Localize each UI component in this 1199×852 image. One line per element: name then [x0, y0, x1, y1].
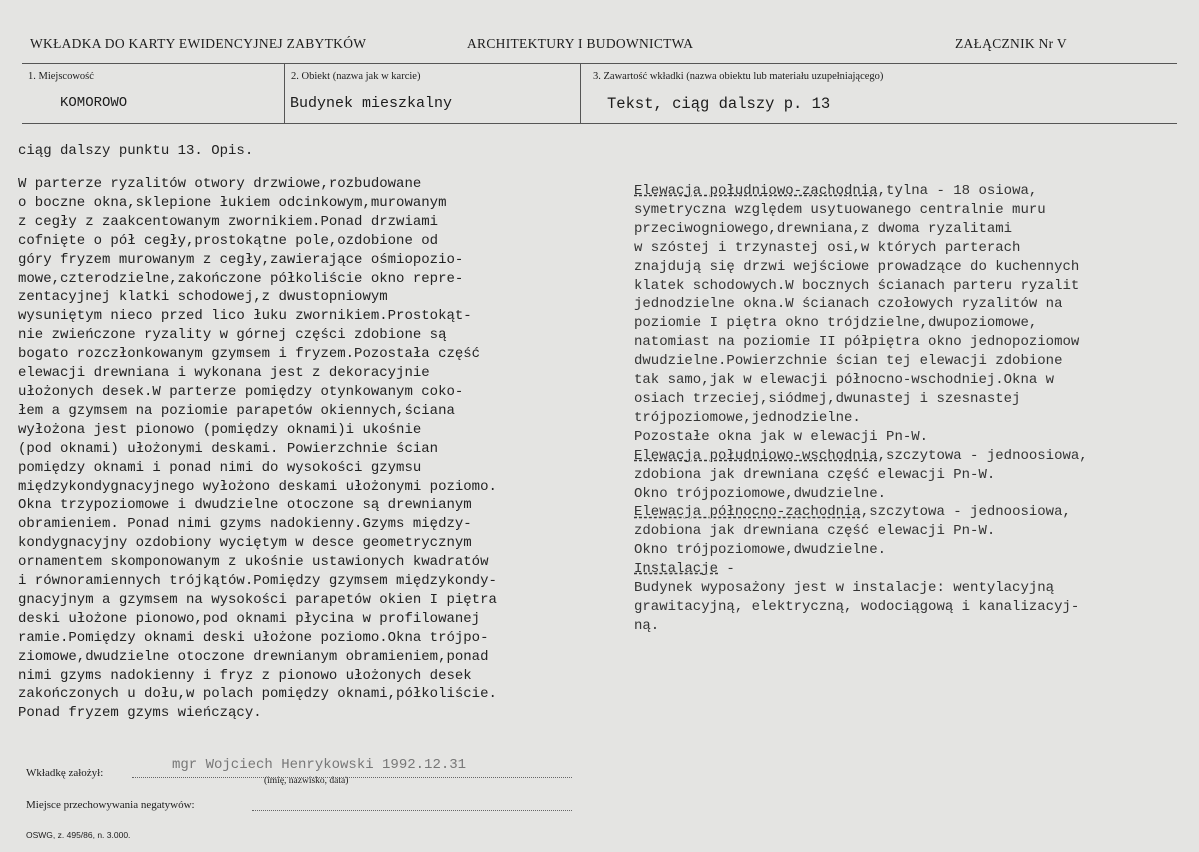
locality-label: 1. Miejscowość [28, 71, 94, 82]
description-line [634, 466, 1174, 485]
description-line: wysuniętym nieco przed lico łuku zwornikiem.Prostokąt- [18, 308, 472, 325]
description-line: elewacji drewniana i wykonana jest z dekoracyjnie [18, 365, 430, 382]
description-line [634, 522, 1174, 541]
line-text: znajdują się drzwi wejściowe prowadzące do kuchennych [634, 258, 1080, 275]
line-text: dwudzielne.Powierzchnie ścian tej elewacji zdobione [634, 353, 1063, 370]
continuation-heading: ciąg dalszy punktu 13. Opis. [18, 143, 254, 159]
description-line [634, 447, 1174, 466]
section-heading: Elewacja południowo-zachodnia [634, 183, 878, 199]
line-text: osiach trzeciej,siódmej,dwunastej i szesnastej [634, 390, 1021, 407]
description-line: kondygnacyjny ozdobiony wyciętym w desce geometrycznym [18, 535, 472, 552]
line-text: trójpoziomowe,jednodzielne. [634, 409, 861, 426]
print-code: OSWG, z. 495/86, n. 3.000. [26, 830, 131, 840]
description-line [634, 371, 1174, 390]
description-line [634, 333, 1174, 352]
description-line [634, 201, 1174, 220]
description-line [634, 295, 1174, 314]
description-line: nie zwieńczone ryzality w górnej części zdobione są [18, 327, 447, 344]
description-line: zentacyjnej klatki schodowej,z dwustopniowym [18, 289, 388, 306]
description-right-column [634, 182, 1174, 636]
description-line [634, 428, 1174, 447]
description-line: cofnięte o pół cegły,prostokątne pole,ozdobione od [18, 232, 439, 249]
line-text: natomiast na poziomie II półpiętra okno jednopoziomow [634, 334, 1080, 351]
content-value: Tekst, ciąg dalszy p. 13 [607, 95, 831, 113]
object-cell [284, 64, 581, 123]
description-line [634, 239, 1174, 258]
author-dotted-line [132, 777, 572, 778]
description-line: nimi gzyms nadokienny i fryz z pionowo ułożonych desek [18, 667, 472, 684]
line-text: przeciwogniowego,drewniana,z dwoma ryzalitami [634, 220, 1013, 237]
description-line [634, 579, 1174, 598]
description-line [634, 560, 1174, 579]
content-cell [580, 64, 1177, 123]
description-line [634, 220, 1174, 239]
description-line: wyłożona jest pionowo (pomiędzy oknami)i ukośnie [18, 421, 422, 438]
line-text: grawitacyjną, elektryczną, wodociągową i kanalizacyj- [634, 598, 1080, 615]
description-line: (pod oknami) ułożonymi deskami. Powierzchnie ścian [18, 440, 439, 457]
section-heading: Elewacja południowo-wschodnia [634, 447, 878, 464]
description-line: zakończonych u dołu,w polach pomiędzy oknami,półkoliście. [18, 686, 497, 703]
description-line [634, 314, 1174, 333]
description-line: Okna trzypoziomowe i dwudzielne otoczone są drewnianym [18, 497, 472, 514]
description-line: góry fryzem murowanym z cegły,zawierające ośmiopozio- [18, 251, 464, 268]
description-line: deski ułożone pionowo,pod oknami płycina w profilowanej [18, 610, 481, 627]
line-text: symetryczna względem usytuowanego centralnie muru [634, 201, 1046, 218]
line-text: Okno trójpoziomowe,dwudzielne. [634, 485, 887, 502]
author-label: Wkładkę założył: [26, 767, 104, 779]
form-title: WKŁADKA DO KARTY EWIDENCYJNEJ ZABYTKÓW [30, 36, 367, 51]
author-value: mgr Wojciech Henrykowski 1992.12.31 [172, 757, 467, 773]
line-text: ną. [634, 617, 660, 634]
section-heading: Elewacja północno-zachodnia [634, 504, 861, 521]
line-text: klatek schodowych.W bocznych ścianach parteru ryzalit [634, 277, 1080, 294]
line-text: w szóstej i trzynastej osi,w których parterach [634, 239, 1021, 256]
description-line: mowe,czterodzielne,zakończone półkoliście okno repre- [18, 270, 464, 287]
description-line: ornamentem skomponowanym z ukośnie ustawionych kwadratów [18, 554, 489, 571]
identification-fields [22, 63, 1177, 124]
line-text: Budynek wyposażony jest w instalacje: wentylacyjną [634, 580, 1055, 597]
content-label: 3. Zawartość wkładki (nazwa obiektu lub materiału uzupełniającego) [593, 71, 884, 82]
description-line: pomiędzy oknami i ponad nimi do wysokości gzymsu [18, 459, 422, 476]
object-value: Budynek mieszkalny [290, 95, 453, 112]
description-line: bogato rozczłonkowanym gzymsem i fryzem.Pozostała część [18, 346, 481, 363]
description-line [634, 598, 1174, 617]
description-line [634, 541, 1174, 560]
description-line: Ponad fryzem gzyms wieńczący. [18, 705, 262, 722]
description-line [634, 390, 1174, 409]
line-text: Okno trójpoziomowe,dwudzielne. [634, 542, 887, 559]
description-line: ziomowe,dwudzielne otoczone drewnianym obramieniem,ponad [18, 648, 489, 665]
line-text: zdobiona jak drewniana część elewacji Pn-W. [634, 466, 996, 483]
negatives-dotted-line [252, 810, 572, 811]
line-text: ,szczytowa - jednoosiowa, [877, 447, 1088, 464]
description-line: ułożonych desek.W parterze pomiędzy otynkowanym coko- [18, 383, 464, 400]
description-line: międzykondygnacyjnego wyłożono deskami ułożonymi poziomo. [18, 478, 497, 495]
description-line: gnacyjnym a gzymsem na wysokości parapetów okien I piętra [18, 591, 497, 608]
negatives-label: Miejsce przechowywania negatywów: [26, 799, 195, 811]
attachment-number: ZAŁĄCZNIK Nr V [955, 36, 1067, 51]
line-text: jednodzielne okna.W ścianach czołowych ryzalitów na [634, 296, 1063, 313]
description-line [634, 277, 1174, 296]
author-caption: (imię, nazwisko, data) [264, 776, 349, 786]
object-label: 2. Obiekt (nazwa jak w karcie) [291, 71, 421, 82]
description-line [634, 182, 1174, 201]
locality-cell [22, 64, 284, 123]
line-text: ,szczytowa - jednoosiowa, [860, 504, 1071, 521]
line-text: poziomie I piętra okno trójdzielne,dwupoziomowe, [634, 315, 1038, 332]
description-line [634, 258, 1174, 277]
description-line: i równoramiennych trójkątów.Pomiędzy gzymsem międzykondy- [18, 573, 497, 590]
line-text: Pozostałe okna jak w elewacji Pn-W. [634, 428, 929, 445]
description-line: o boczne okna,sklepione łukiem odcinkowym,murowanym [18, 194, 447, 211]
line-text: - [718, 561, 735, 578]
description-line [634, 503, 1174, 522]
description-line: ramie.Pomiędzy oknami deski ułożone poziomo.Okna trójpo- [18, 629, 489, 646]
form-category: ARCHITEKTURY I BUDOWNICTWA [467, 36, 694, 51]
line-text: zdobiona jak drewniana część elewacji Pn-W. [634, 523, 996, 540]
description-line [634, 352, 1174, 371]
description-left-column [18, 175, 618, 723]
description-line [634, 409, 1174, 428]
line-text: ,tylna - 18 osiowa, [877, 183, 1038, 199]
description-line: z cegły z zaakcentowanym zwornikiem.Ponad drzwiami [18, 213, 439, 230]
description-line: W parterze ryzalitów otwory drzwiowe,rozbudowane [18, 176, 422, 192]
line-text: tak samo,jak w elewacji północno-wschodniej.Okna w [634, 372, 1055, 389]
description-line [634, 617, 1174, 636]
locality-value: KOMOROWO [60, 95, 128, 111]
section-heading: Instalacje [634, 561, 719, 578]
description-line: łem a gzymsem na poziomie parapetów okiennych,ściana [18, 402, 455, 419]
description-line: obramieniem. Ponad nimi gzyms nadokienny.Gzyms między- [18, 516, 472, 533]
description-line [634, 485, 1174, 504]
